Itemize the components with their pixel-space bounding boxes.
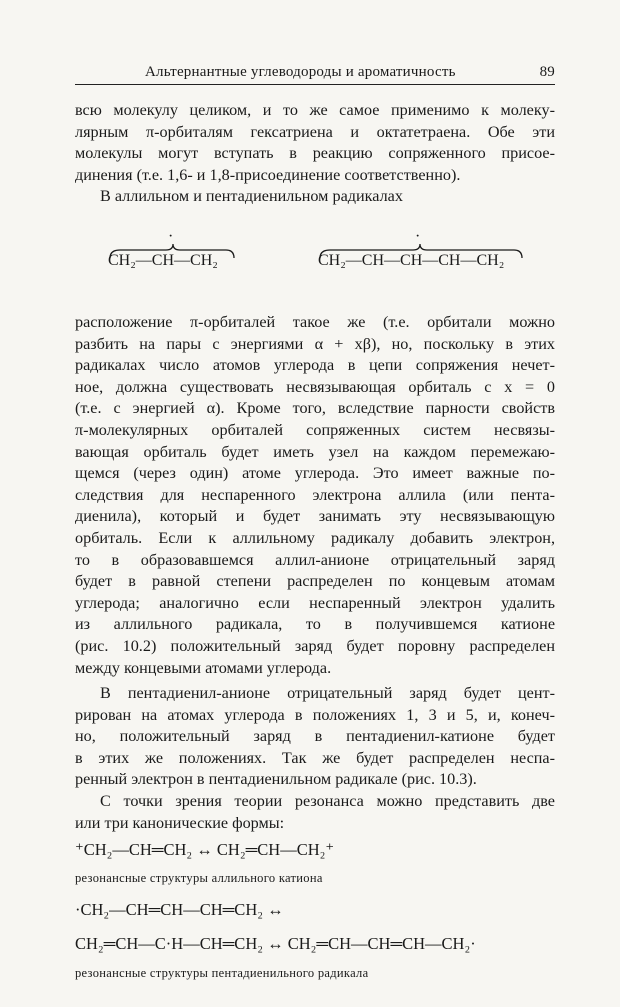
radical-dot: ·	[168, 228, 174, 245]
text-line: разбить на пары с энергиями α + xβ), но, поскольку в этих	[75, 334, 555, 353]
allyl-cation-caption: резонансные структуры аллильного катиона	[75, 871, 323, 885]
allyl-radical-structure	[108, 228, 238, 278]
paragraph-3	[75, 312, 555, 679]
pentadienyl-chain: CH₂—CH—CH—CH—CH₂	[318, 252, 505, 269]
text-line: молекулы могут вступать в реакцию сопряженного присое-	[75, 144, 555, 163]
text-line: но, положительный заряд в пентадиенил-катионе будет	[75, 727, 555, 746]
running-header	[75, 62, 555, 84]
paragraph-1	[75, 100, 555, 186]
text-line: будет в равной степени распределен по концевым атомам	[75, 572, 555, 591]
text-line: радикалах число атомов углерода в цепи сопряжения нечет-	[75, 356, 555, 375]
paragraph-4	[75, 683, 555, 791]
text-line: ренный электрон в пентадиенильном радикале (рис. 10.3).	[75, 770, 477, 789]
text-line: в этих же положениях. Так же будет распределен неспа-	[75, 748, 555, 767]
allyl-chain: CH₂—CH—CH₂	[108, 252, 218, 269]
text-line: углерода; аналогично если неспаренный электрон удалить	[75, 593, 555, 612]
text-line: всю молекулу целиком, и то же самое применимо к молеку-	[75, 101, 555, 119]
text-line: между концевыми атомами углерода.	[75, 658, 332, 677]
text-line: В аллильном и пентадиенильном радикалах	[100, 187, 403, 205]
text-line: лярным π-орбиталям гексатриена и октатетраена. Обе эти	[75, 122, 555, 141]
text-line: щемся (через один) атоме углерода. Это имеет важные по-	[75, 464, 555, 483]
text-line: динения (т.е. 1,6- и 1,8-присоединение соответственно).	[75, 165, 461, 184]
pentadienyl-formula-line-1: ·CH₂—CH═CH—CH═CH₂ ↔	[75, 900, 284, 919]
paragraph-2	[75, 186, 555, 208]
text-line: вающая орбиталь будет иметь узел на каждом перемежаю-	[75, 442, 555, 461]
text-line: или три канонические формы:	[75, 813, 285, 832]
text-line: то в образовавшемся аллил-анионе отрицательный заряд	[75, 550, 555, 569]
text-line: В пентадиенил-анионе отрицательный заряд будет цент-	[100, 684, 555, 702]
pentadienyl-caption: резонансные структуры пентадиенильного радикала	[75, 966, 369, 980]
text-line: следствия для неспаренного электрона аллила (или пента-	[75, 485, 555, 504]
text-line: (т.е. с энергией α). Кроме того, вследствие парности свойств	[75, 399, 555, 418]
pentadienyl-formula-line-2: CH₂═CH—C·H—CH═CH₂ ↔ CH₂═CH—CH═CH—CH₂·	[75, 934, 476, 953]
text-line: ное, должна существовать несвязывающая орбиталь с x = 0	[75, 377, 555, 396]
text-line: расположение π-орбиталей такое же (т.е. орбитали можно	[75, 313, 555, 331]
allyl-cation-resonance-formula: ⁺CH₂—CH═CH₂ ↔ CH₂═CH—CH₂⁺	[75, 840, 335, 859]
pentadienyl-radical-structure	[318, 228, 528, 278]
radical-dot: ·	[415, 228, 421, 245]
page-number: 89	[539, 64, 555, 80]
text-line: диенила), который и будет занимать эту несвязывающую	[75, 507, 555, 526]
paragraph-5	[75, 791, 555, 834]
text-line: рирован на атомах углерода в положениях 1, 3 и 5, и, конеч-	[75, 705, 555, 724]
text-line: π-молекулярных орбиталей сопряженных систем несвязы-	[75, 420, 555, 439]
running-title: Альтернантные углеводороды и ароматичность	[145, 64, 456, 80]
text-line: орбиталь. Если к аллильному радикалу добавить электрон,	[75, 528, 555, 547]
text-line: из аллильного радикала, то в получившемся катионе	[75, 615, 555, 634]
text-line: (рис. 10.2) положительный заряд будет поровну распределен	[75, 636, 555, 655]
text-line: С точки зрения теории резонанса можно представить две	[100, 792, 555, 810]
header-rule	[75, 84, 555, 85]
